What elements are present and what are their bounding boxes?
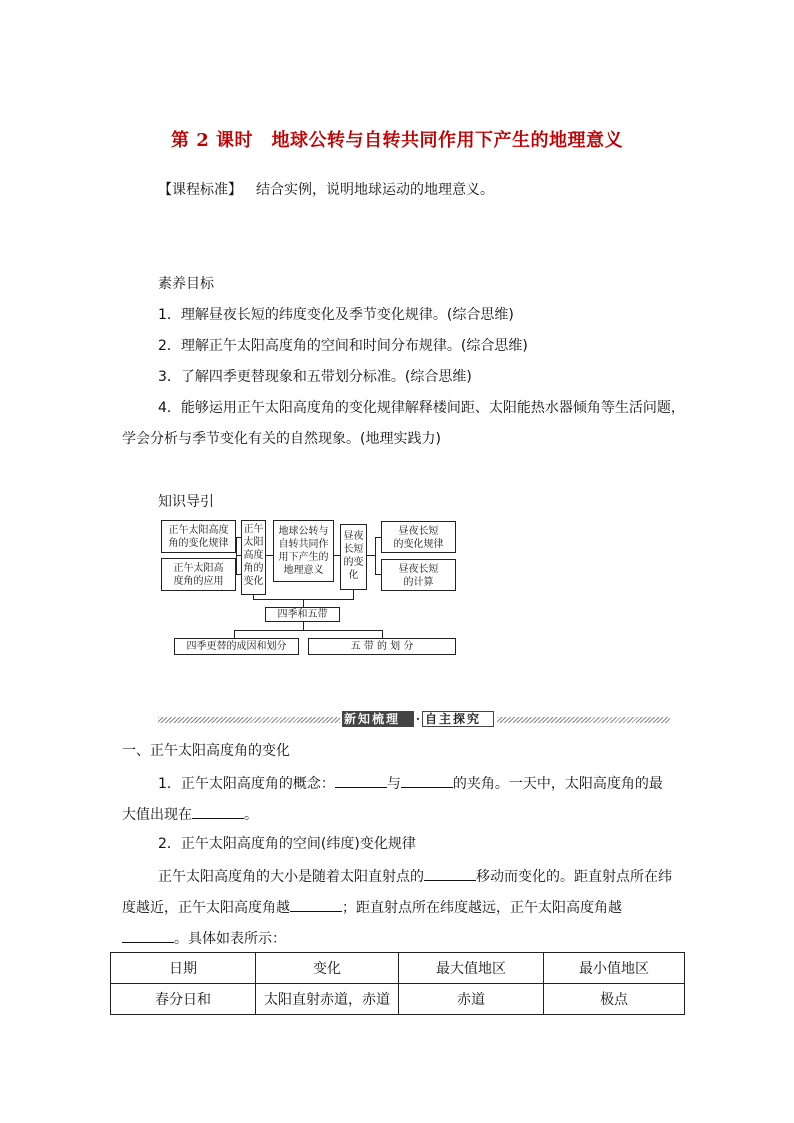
goal-item: 2．理解正午太阳高度角的空间和时间分布规律。(综合思维): [158, 338, 528, 354]
box-noon-angle-change: 正午 太阳 高度 角的 变化: [241, 520, 266, 595]
standard-label: 【课程标准】: [158, 182, 242, 198]
box-day-night-calc: 昼夜长短 的计算: [381, 559, 456, 591]
section-heading: 一、正午太阳高度角的变化: [122, 743, 290, 759]
banner-right-tag: 自主探究: [422, 711, 494, 727]
box-five-zones: 五 带 的 划 分: [308, 638, 456, 655]
paragraph-3-line2: 度越近，正午太阳高度角越 ；距直射点所在纬度越远，正午太阳高度角越: [122, 896, 622, 918]
table-header-cell: 变化: [256, 953, 399, 984]
paragraph-3-line1: 正午太阳高度角的大小是随着太阳直射点的 移动而变化的。距直射点所在纬: [158, 865, 672, 887]
guide-heading: 知识导引: [158, 494, 214, 510]
table-header-cell: 最大值地区: [399, 953, 544, 984]
paragraph-2: 2．正午太阳高度角的空间(纬度)变化规律: [158, 836, 416, 852]
table-row: [111, 984, 685, 1015]
table-cell: 太阳直射赤道，赤道: [256, 984, 399, 1015]
box-seasons-zones: 四季和五带: [265, 607, 340, 622]
paragraph-1-line2: 大值出现在 。: [122, 803, 258, 825]
table-cell: 春分日和: [111, 984, 256, 1015]
fill-blank[interactable]: [335, 772, 387, 788]
fill-blank[interactable]: [192, 803, 244, 819]
standard-text: 结合实例，说明地球运动的地理意义。: [256, 182, 494, 198]
goal-item: 1．理解昼夜长短的纬度变化及季节变化规律。(综合思维): [158, 307, 514, 323]
goals-heading: 素养目标: [158, 276, 214, 292]
table-header-cell: 日期: [111, 953, 256, 984]
paragraph-3-line3: 。具体如表所示：: [122, 927, 286, 949]
goal-item: 4．能够运用正午太阳高度角的变化规律解释楼间距、太阳能热水器倾角等生活问题，: [158, 400, 685, 416]
goal-item: 3．了解四季更替现象和五带划分标准。(综合思维): [158, 369, 472, 385]
fill-blank[interactable]: [290, 896, 342, 912]
table-cell: 极点: [544, 984, 685, 1015]
goal-item: 学会分析与季节变化有关的自然现象。(地理实践力): [122, 431, 441, 447]
box-day-night-pattern: 昼夜长短 的变化规律: [381, 521, 456, 553]
table-header-row: [111, 953, 685, 984]
box-noon-angle-application: 正午太阳高 度角的应用: [161, 558, 236, 591]
noon-angle-table: [110, 952, 685, 1015]
banner-left-tag: 新知梳理: [342, 711, 414, 727]
banner-dot: ·: [415, 712, 421, 726]
box-day-night-change: 昼夜 长短 的变 化: [340, 524, 367, 590]
page-title: 第 2 课时 地球公转与自转共同作用下产生的地理意义: [170, 130, 624, 151]
table-cell: 赤道: [399, 984, 544, 1015]
box-seasons-cause: 四季更替的成因和划分: [174, 638, 299, 655]
fill-blank[interactable]: [424, 865, 476, 881]
course-standard: [158, 180, 494, 200]
paragraph-1-line1: 1．正午太阳高度角的概念： 与 的夹角。一天中，太阳高度角的最: [158, 772, 663, 794]
fill-blank[interactable]: [401, 772, 453, 788]
box-noon-angle-pattern: 正午太阳高度 角的变化规律: [161, 520, 236, 553]
box-center-topic: 地球公转与 自转共同作 用下产生的 地理意义: [273, 520, 334, 582]
table-header-cell: 最小值地区: [544, 953, 685, 984]
fill-blank[interactable]: [122, 927, 174, 943]
